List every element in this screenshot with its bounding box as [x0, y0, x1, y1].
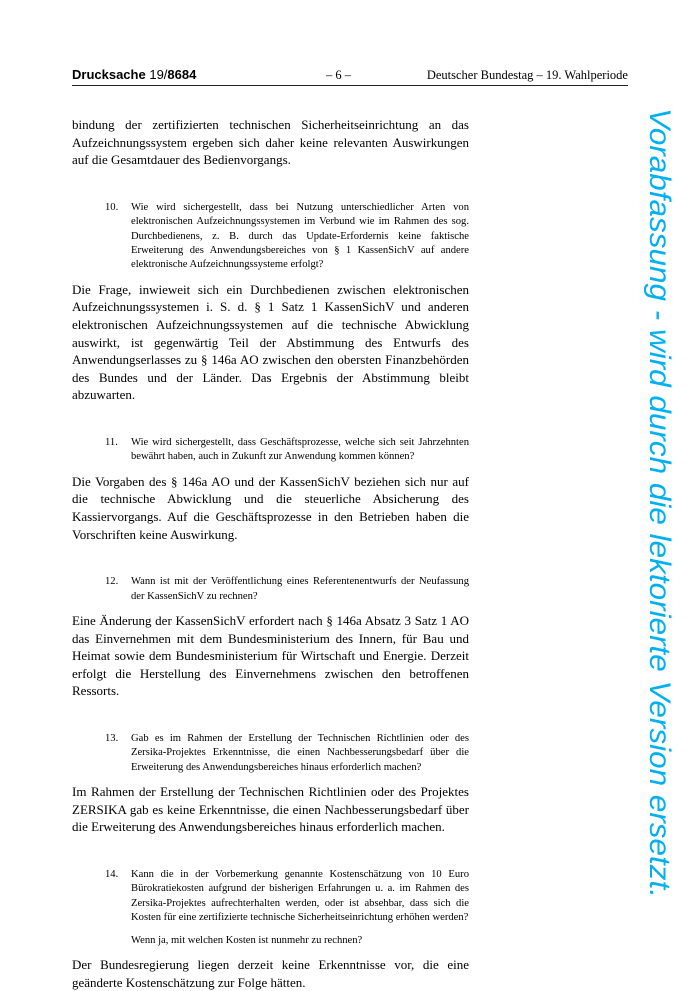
question-10 [72, 201, 469, 273]
answer-11: Die Vorgaben des § 146a AO und der KassenSichV beziehen sich nur auf die technische Abwicklung und die steuerliche Absicherung des Kassiervorgangs. Auf die Geschäftsprozesse in den Betrieben haben die Vorschriften keine Auswirkung. [72, 473, 469, 542]
question-number: 13. [105, 732, 119, 744]
question-text: Wie wird sichergestellt, dass bei Nutzung unterschiedlicher Arten von elektronischen Aufzeichnungssystemen im Verbund wie im Rahmen des sog. Durchbedienens, z. B. durch das Update-Erfordernis keine faktische Erweiterung des Anwendungsbereiches von § 1 KassenSichV auf andere elektronische Aufzeichnungssysteme erfolgt? [131, 201, 469, 271]
answer-13: Im Rahmen der Erstellung der Technischen Richtlinien oder des Projektes ZERSIKA gab es keine Erkenntnisse, die einen Nachbesserungsbedarf über die Erweiterung des Anwendungsbereiches hinaus erforderlich machen. [72, 784, 469, 835]
intro-paragraph: bindung der zertifizierten technischen Sicherheitseinrichtung an das Aufzeichnungssystem ergeben sich daher keine relevanten Auswirkungen auf die Gesamtdauer des Bedienvorgangs. [72, 117, 469, 168]
answer-14: Der Bundesregierung liegen derzeit keine Erkenntnisse vor, die eine geänderte Kostenschätzung zur Folge hätten. [72, 956, 469, 990]
answer-10: Die Frage, inwieweit sich ein Durchbedienen zwischen elektronischen Aufzeichnungssystemen i. S. d. § 1 Satz 1 KassenSichV und anderen elektronischen Aufzeichnungssystemen auf die technische Abwicklung auswirkt, ist gegenwärtig Teil der Abstimmung des Entwurfs des Anwendungserlasses zu § 146a AO zwischen den obersten Finanzbehörden des Bundes und der Länder. Das Ergebnis der Abstimmung bleibt abzuwarten. [72, 281, 469, 403]
answer-12: Eine Änderung der KassenSichV erfordert nach § 146a Absatz 3 Satz 1 AO das Einvernehmen mit dem Bundesministerium des Innern, für Bau und Heimat sowie dem Bundesministerium für Wirtschaft und Energie. Derzeit erfolgt die Herstellung des Einvernehmens zwischen den betroffenen Ressorts. [72, 612, 469, 699]
question-13 [72, 732, 469, 775]
question-14 [72, 868, 469, 926]
question-number: 11. [105, 436, 118, 448]
page-header [72, 67, 628, 86]
question-11 [72, 436, 469, 465]
page-number: – 6 – [326, 68, 351, 82]
question-number: 14. [105, 868, 119, 880]
question-number: 10. [105, 201, 119, 213]
question-14-followup: Wenn ja, mit welchen Kosten ist nunmehr zu rechnen? [131, 934, 363, 946]
drucksache-label: Drucksache [72, 67, 146, 82]
question-text: Wie wird sichergestellt, dass Geschäftsprozesse, welche sich seit Jahrzehnten bewährt haben, auch in Zukunft zur Anwendung kommen können? [131, 436, 469, 463]
drucksache-prefix: 19/ [149, 67, 168, 82]
bundestag-period: Deutscher Bundestag – 19. Wahlperiode [426, 68, 628, 82]
question-text: Kann die in der Vorbemerkung genannte Kostenschätzung von 10 Euro Bürokratiekosten aufgrund der bisherigen Erfahrungen u. a. im Rahmen des Zersika-Projektes aufrechterhalten werden, oder ist absehbar, dass sich die Kosten für eine zertifizierte technische Sicherheitseinrichtung erhöhen werden? [131, 868, 469, 924]
question-12 [72, 575, 469, 604]
page-body [72, 116, 469, 991]
drucksache-id [72, 67, 196, 82]
question-text: Gab es im Rahmen der Erstellung der Technischen Richtlinien oder des Zersika-Projektes Erkenntnisse, die einen Nachbesserungsbedarf über die Erweiterung des Anwendungsbereiches hinaus erforderlich machen? [131, 732, 469, 773]
draft-watermark [642, 108, 678, 908]
question-text: Wann ist mit der Veröffentlichung eines Referentenentwurfs der Neufassung der KassenSichV zu rechnen? [131, 576, 469, 602]
watermark-text: Vorabfassung - wird durch die lektorierte Version ersetzt. [643, 108, 676, 862]
drucksache-number: 8684 [167, 67, 197, 82]
question-number: 12. [105, 576, 119, 588]
